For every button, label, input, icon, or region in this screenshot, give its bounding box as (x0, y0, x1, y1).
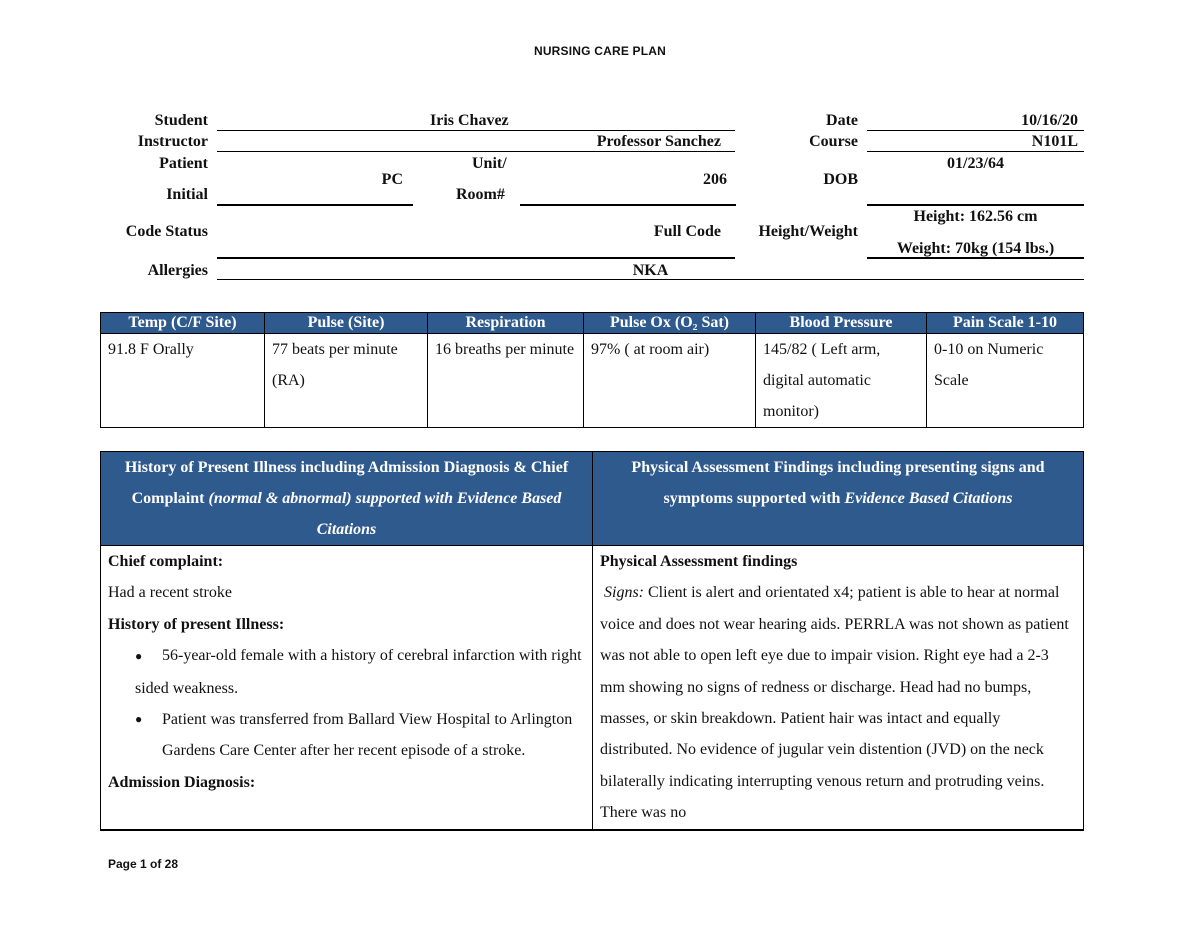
course-label: Course (809, 133, 858, 150)
hpi-body-row (101, 546, 1084, 830)
date-value: 10/16/20 (1021, 112, 1078, 129)
physical-assessment-label: Physical Assessment findings (600, 553, 798, 570)
dob-label: DOB (823, 171, 858, 188)
vitals-pulse-ox-value: 97% ( at room air) (584, 334, 756, 428)
course-value: N101L (1031, 133, 1078, 150)
vitals-pain-scale-value: 0-10 on Numeric Scale (927, 334, 1084, 428)
hpi-header-left-text: History of Present Illness including Admission Diagnosis & Chief Complaint (124, 459, 569, 507)
room-label: Room# (456, 186, 505, 203)
weight-value: Weight: 70kg (154 lbs.) (896, 240, 1055, 257)
patient-label: Patient (159, 155, 208, 172)
patient-line (217, 204, 413, 206)
dob-line (867, 204, 1084, 206)
history-bullet-text: 56-year-old female with a history of cerebral infarction with right sided weakness. (135, 647, 582, 697)
page-number: Page 1 of 28 (108, 857, 179, 871)
hpi-header-left (101, 452, 593, 546)
vitals-header-blood-pressure: Blood Pressure (756, 313, 927, 334)
unit-value: 206 (703, 171, 727, 188)
history-label: History of present Illness: (108, 615, 285, 633)
signs-label: Signs: (604, 584, 644, 602)
hpi-header-right (593, 452, 1084, 546)
unit-label: Unit/ (472, 155, 507, 172)
hpi-right-cell (593, 546, 1084, 830)
allergies-value: NKA (632, 262, 669, 279)
course-line (867, 151, 1084, 152)
code-status-value: Full Code (653, 223, 721, 240)
physical-assessment-text (600, 577, 1076, 828)
history-bullet-text: Patient was transferred from Ballard View Hospital to Arlington Gardens Care Center after her recent episode of a stroke. (162, 711, 573, 760)
chief-complaint-label: Chief complaint: (108, 553, 224, 570)
hpi-assessment-table (100, 451, 1084, 831)
hpi-header-left-italic: (normal & abnormal) supported with Evidence Based Citations (208, 490, 562, 538)
hpi-header-right-italic: Evidence Based Citations (844, 490, 1013, 507)
vitals-header-row (101, 313, 1084, 334)
history-bullet-list (108, 640, 585, 767)
instructor-label: Instructor (137, 133, 208, 150)
vitals-header-respiration: Respiration (428, 313, 584, 334)
date-label: Date (826, 112, 858, 129)
height-weight-line (867, 257, 1084, 259)
vitals-respiration-value: 16 breaths per minute (428, 334, 584, 428)
vitals-header-pulse-ox: Pulse Ox (O₂ Sat) (584, 313, 756, 334)
admission-diagnosis-label: Admission Diagnosis: (108, 773, 256, 791)
allergies-line (217, 279, 1084, 280)
hpi-header-right-text: Physical Assessment Findings including presenting signs and symptoms supported with (631, 459, 1045, 507)
dob-value: 01/23/64 (947, 155, 1004, 172)
vitals-header-pulse: Pulse (Site) (265, 313, 428, 334)
height-value: Height: 162.56 cm (913, 208, 1038, 225)
vitals-blood-pressure-value: 145/82 ( Left arm, digital automatic monitor) (756, 334, 927, 428)
student-label: Student (154, 112, 208, 129)
code-status-label: Code Status (125, 223, 208, 240)
patient-initial-value: PC (381, 171, 403, 188)
initial-label: Initial (166, 186, 208, 203)
hpi-left-cell (101, 546, 593, 830)
vitals-table (100, 312, 1084, 428)
vitals-value-row (101, 334, 1084, 428)
bullet-icon: ● (135, 649, 143, 664)
chief-complaint-text: Had a recent stroke (108, 584, 232, 602)
date-line (867, 130, 1084, 131)
student-value: Iris Chavez (430, 112, 509, 129)
allergies-label: Allergies (147, 262, 208, 279)
vitals-pulse-value: 77 beats per minute (RA) (265, 334, 428, 428)
vitals-temp-value: 91.8 F Orally (101, 334, 265, 428)
vitals-header-pain-scale: Pain Scale 1-10 (927, 313, 1084, 334)
student-line (217, 130, 735, 131)
history-bullet-item (135, 640, 585, 704)
instructor-line (217, 151, 735, 152)
height-weight-label: Height/Weight (758, 223, 858, 240)
code-status-line (217, 257, 735, 259)
physical-assessment-body: Client is alert and orientated x4; patient is able to hear at normal voice and does not wear hearing aids. PERRLA was not shown as patient was not able to open left eye due to impair vision. Right eye had a 2-3 mm showing no signs of redness or discharge. Head had no bumps, masses, or skin breakdown. Patient hair was intact and equally distributed. No evidence of jugular vein distention (JVD) on the neck bilaterally indicating interrupting venous return and protruding veins. There was no (600, 584, 1069, 822)
history-bullet-item (135, 704, 585, 767)
instructor-value: Professor Sanchez (596, 133, 721, 150)
bullet-icon: ● (135, 712, 143, 727)
document-title: NURSING CARE PLAN (533, 44, 667, 58)
vitals-header-temp: Temp (C/F Site) (101, 313, 265, 334)
hpi-header-row (101, 452, 1084, 546)
unit-line (520, 204, 736, 206)
